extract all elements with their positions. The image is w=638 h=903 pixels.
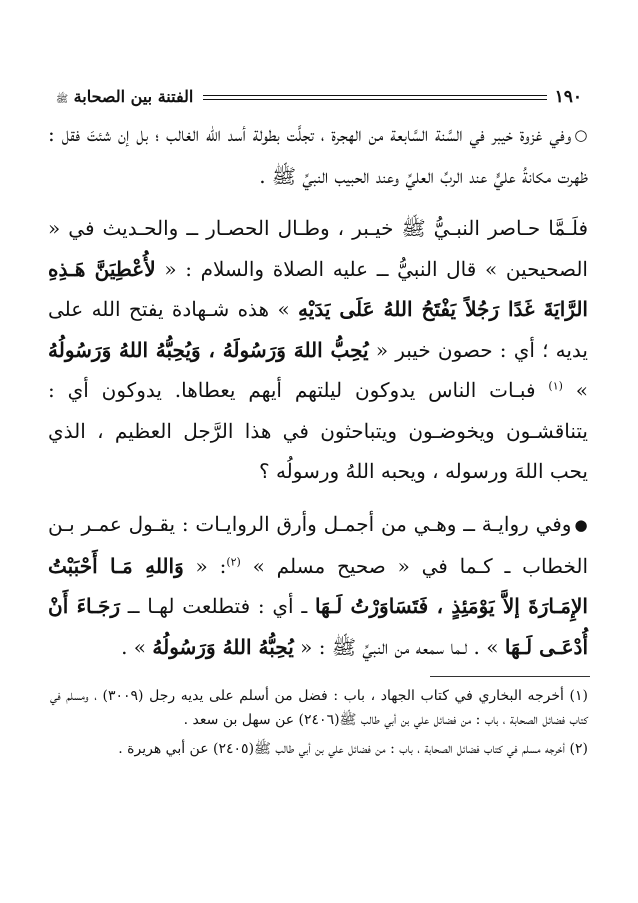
p2-part4: » [575, 378, 589, 403]
bullet-icon: ● [574, 516, 589, 534]
chapter-title [56, 87, 203, 107]
p3-part5: » . [121, 634, 147, 659]
running-header [56, 86, 582, 108]
hadith-hope-quote: رَجَـاءَ أَنْ أُدْعَـى لَـهَا [48, 594, 588, 659]
p1-line3: الحبيب النبيِّ ﷺ . [259, 163, 370, 188]
p3-part2: : « [195, 553, 227, 578]
p3-part1: وفي روايـة ــ وهـي من أجمـل وأرق الروايـات : يقـول عمـر بـن الخطاب ـ كـما في « صحيح مسلم » [48, 511, 588, 578]
page-number: ١٩٠ [554, 87, 582, 107]
chapter-title-text: الفتنة بين الصحابة [73, 87, 194, 106]
p3-part4: » . لـما سمعه من النبيِّ ﷺ : « [300, 634, 499, 659]
hadith-beloved-quote: يُحِبُّهُ اللهُ وَرَسُولُهُ [152, 634, 294, 659]
hadith-umar-quote: وَاللهِ مَـا أَحْبَبْتُ الإِمَـارَةَ إلاَّ يَوْمَئِذٍ ، فَتَسَاوَرْتُ لَـهَا [48, 553, 588, 618]
p3-part3: ـ أي : فتطلعت لهـا ــ [127, 594, 308, 618]
circle-bullet-icon: ○ [574, 126, 588, 145]
footnotes [50, 684, 588, 761]
main-text [48, 114, 588, 667]
paragraph-umar [48, 504, 588, 667]
footnote-separator [430, 676, 590, 677]
p2-part2: « الصحيحين » قال النبيُّ ــ عليه الصلاة والسلام : « [48, 216, 588, 281]
header-double-rule [203, 95, 546, 100]
hadith-love-quote: يُحِبُّ اللهَ وَرَسُولَهُ ، وَيُحِبُّهُ اللهُ وَرَسُولُهُ [48, 337, 369, 362]
p1-line2: الغالب ؛ بل إن شئتَ فقل : ظهرت مكانةُ عليٍّ عند الربِّ العليِّ وعند [48, 122, 588, 188]
paragraph-khaybar [48, 114, 588, 196]
p2-part1: فلَـمَّا حـاصر النبـيُّ ﷺ خيـبر ، وطـال الحصـار ــ والحـديث في [68, 216, 589, 241]
footnote-marker-1: (١) [548, 379, 563, 393]
p2-part3: » هذه شـهادة يفتح الله على يديه ؛ أي : حصون خيبر « [48, 297, 588, 362]
honorific-glyph: ﷺ [56, 94, 69, 105]
hadith-banner-quote: لأُعْطِيَنَّ هَـذِهِ الرَّايَةَ غَدًا رَجُلاً يَفْتَحُ اللهُ عَلَى يَدَيْهِ [48, 256, 588, 322]
footnote-2: (٢) أخرجه مسلم في كتاب فضائل الصحابة ، باب : من فضائل علي بن أبي طالب ﷺ(٢٤٠٥) عن أبي هريرة . [118, 741, 588, 757]
footnote-1: (١) أخرجه البخاري في كتاب الجهاد ، باب : فضل من أسلم على يديه رجل (٣٠٠٩) ، ومسلم في كتاب فضائل الصحابة ، باب : من فضائل علي بن أبي طالب ﷺ(٢٤٠٦) عن سهل بن سعد . [50, 688, 588, 728]
paragraph-siege [48, 208, 588, 492]
footnote-marker-2: (٢) [226, 554, 241, 568]
p2-part5: فبـات الناس يدوكون ليلتهم أيهم يعطاها. يدوكون أي : يتناقشـون ويخوضـون ويتباحثون في هذا الرَّجل العظيم ، الذي يحب اللهَ ورسوله ، ويحبه اللهُ ورسولُه ؟ [48, 378, 588, 484]
p1-line1: وفي غزوة خيبر في السَّنة السَّابعة من الهجرة ، تجلَّت بطولة أسد الله [205, 122, 572, 146]
